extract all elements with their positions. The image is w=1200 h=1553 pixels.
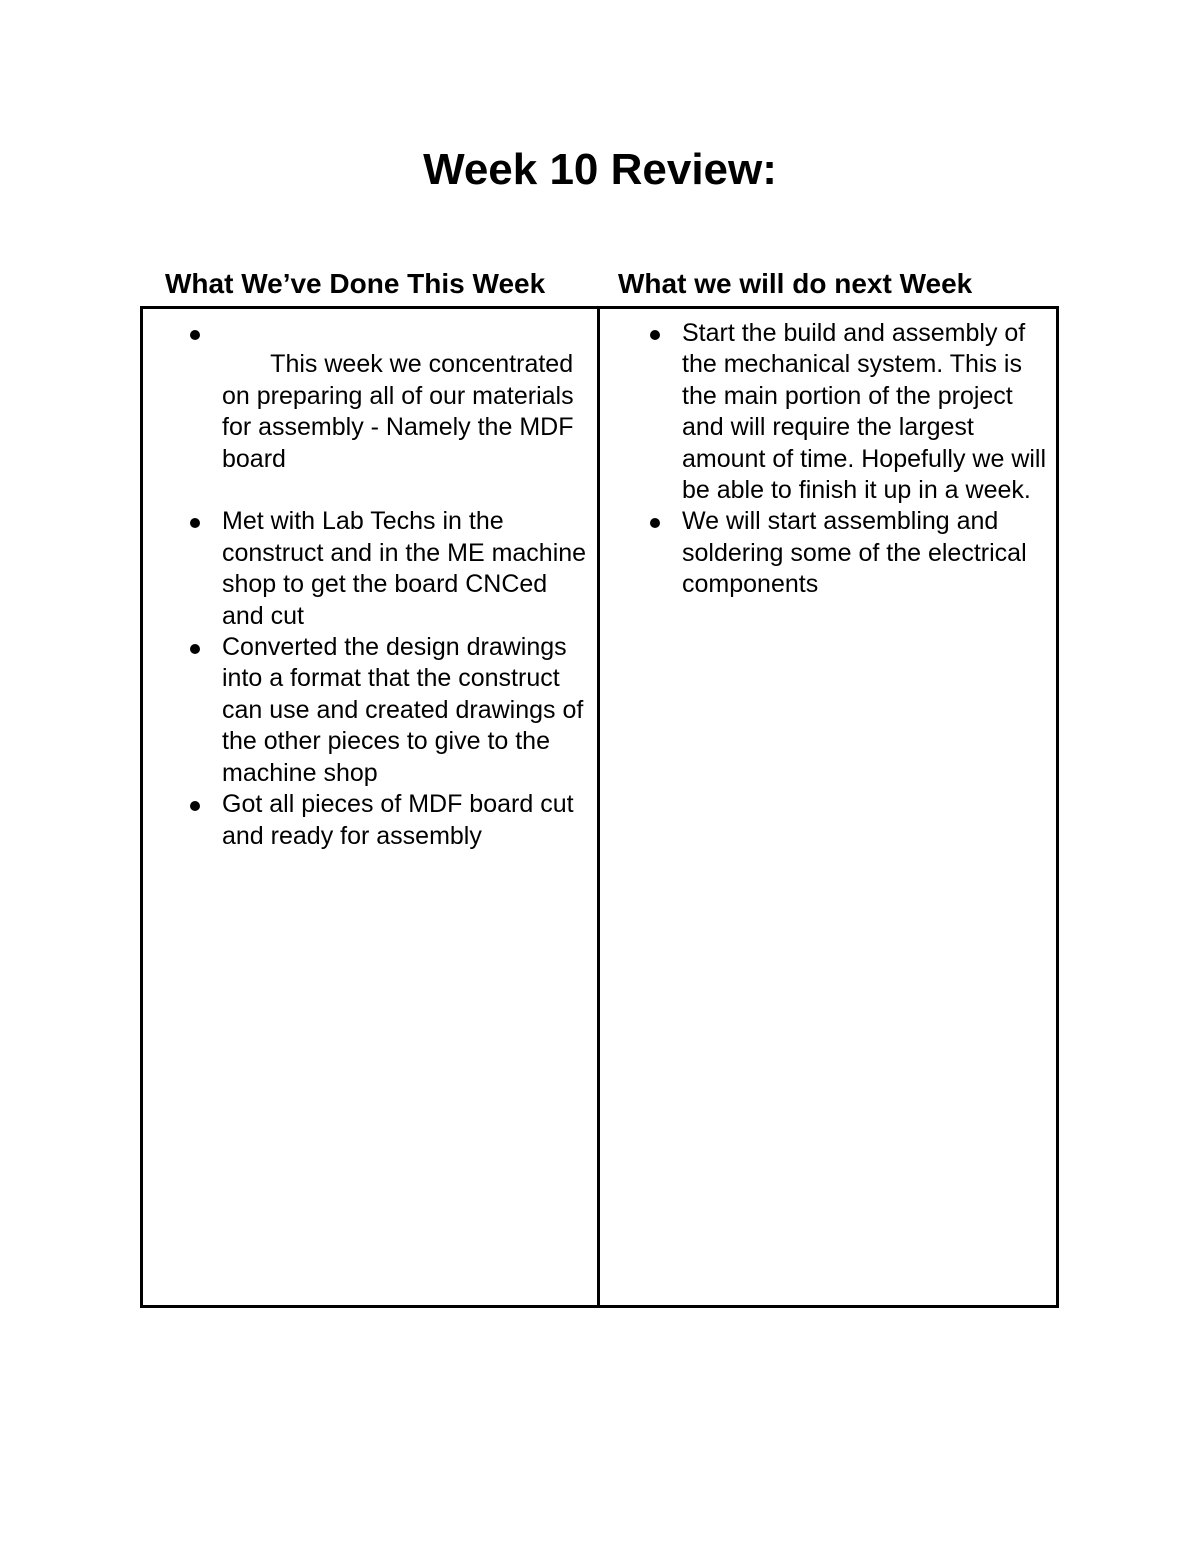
list-item-text: Got all pieces of MDF board cut and ready for assembly: [222, 790, 574, 850]
column-header-done: What We’ve Done This Week: [165, 268, 546, 299]
done-list: [180, 318, 590, 852]
bullet-icon: [650, 330, 660, 340]
list-item: [180, 506, 590, 632]
done-cell: [180, 318, 590, 852]
list-item-text: We will start assembling and soldering some of the electrical components: [682, 507, 1027, 599]
column-header-next: What we will do next Week: [618, 268, 973, 299]
page-title: Week 10 Review:: [423, 145, 777, 194]
list-item: [180, 318, 590, 506]
bullet-icon: [190, 801, 200, 811]
list-item: [640, 318, 1050, 506]
list-item-text: Start the build and assembly of the mechanical system. This is the main portion of the project and will require the largest amount of time. Hopefully we will be able to finish it up in a week.: [682, 319, 1047, 505]
bullet-icon: [190, 644, 200, 654]
next-list: [640, 318, 1050, 601]
bullet-icon: [190, 518, 200, 528]
bullet-icon: [650, 518, 660, 528]
list-item: [640, 506, 1050, 600]
list-item: [180, 789, 590, 852]
list-item-text: Converted the design drawings into a format that the construct can use and created drawings of the other pieces to give to the machine shop: [222, 633, 584, 787]
list-item-text: Met with Lab Techs in the construct and in the ME machine shop to get the board CNCed and cut: [222, 507, 587, 630]
bullet-icon: [190, 330, 200, 340]
next-cell: [640, 318, 1050, 601]
column-divider: [597, 306, 600, 1308]
list-item-text: This week we concentrated on preparing all of our materials for assembly - Namely the MDF board: [222, 350, 581, 473]
list-item: [180, 632, 590, 789]
